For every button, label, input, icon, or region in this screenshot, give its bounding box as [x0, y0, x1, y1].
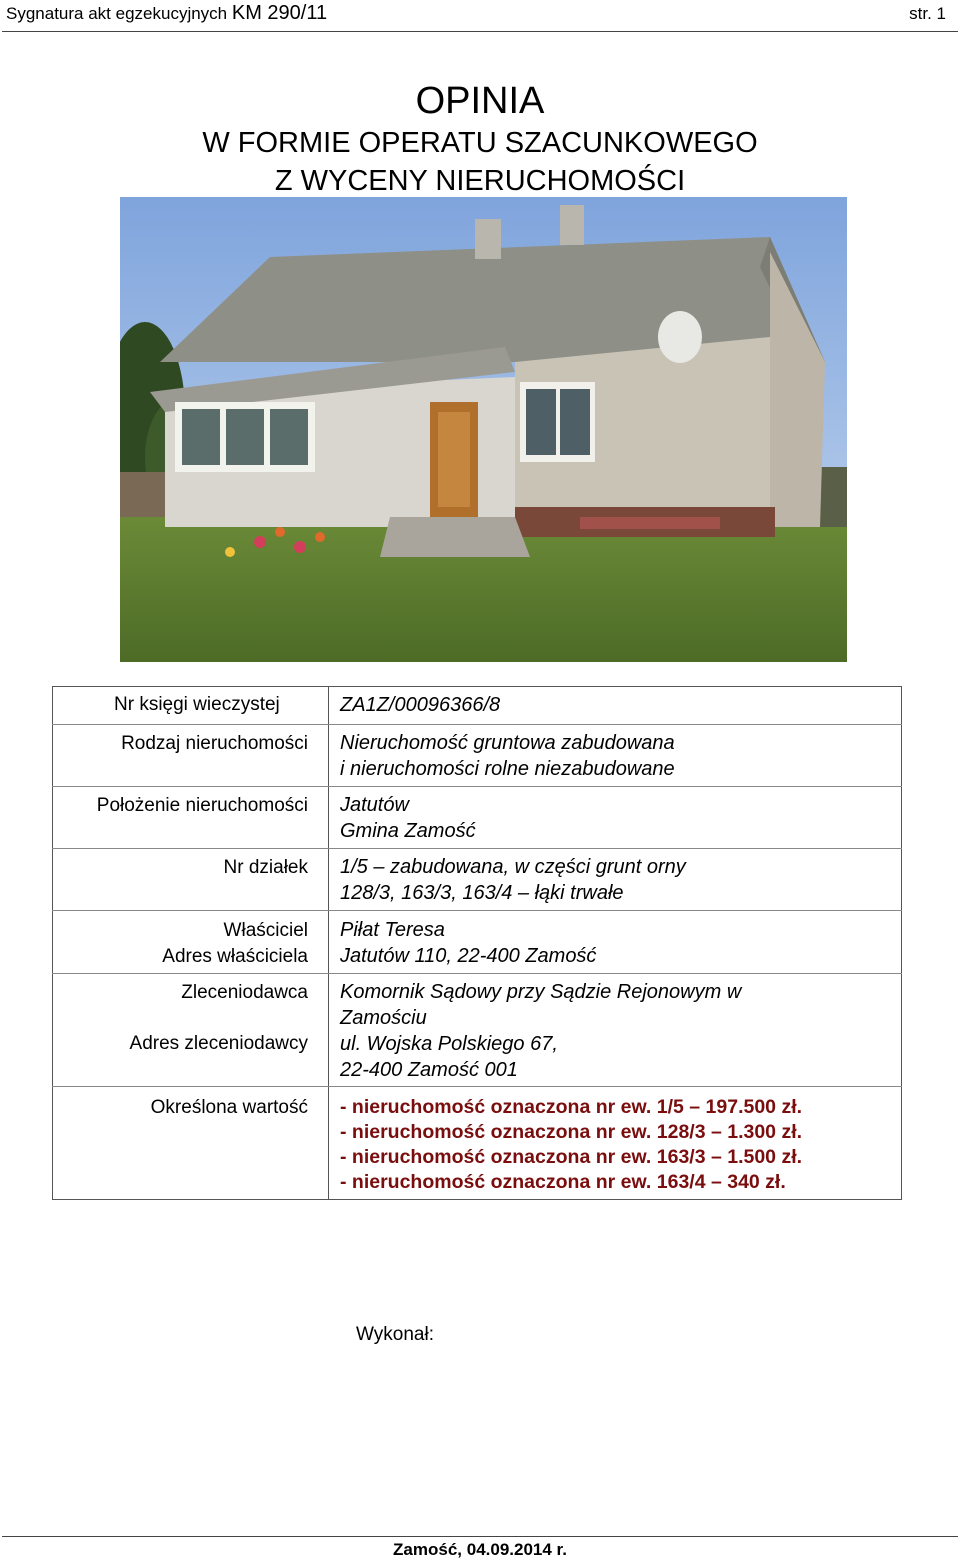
- table-row-divider: [52, 848, 902, 849]
- client-address-line-1: ul. Wojska Polskiego 67,: [340, 1033, 558, 1055]
- property-type-line-1: Nieruchomość gruntowa zabudowana: [340, 732, 675, 754]
- document-subtitle-2: Z WYCENY NIERUCHOMOŚCI: [274, 165, 686, 197]
- table-row-divider: [52, 1086, 902, 1087]
- owner-label: Właściciel: [223, 920, 308, 941]
- client-name-line-1: Komornik Sądowy przy Sądzie Rejonowym w: [340, 981, 742, 1003]
- location-label: Położenie nieruchomości: [96, 795, 308, 816]
- location-line-1: Jatutów: [340, 794, 409, 816]
- land-register-label: Nr księgi wieczystej: [114, 694, 280, 715]
- table-row-divider: [52, 786, 902, 787]
- table-column-divider: [328, 686, 329, 1200]
- prepared-by-label: Wykonał:: [356, 1324, 434, 1345]
- table-row-divider: [52, 910, 902, 911]
- property-photo: [120, 197, 847, 662]
- table-row-divider: [52, 724, 902, 725]
- page-number: str. 1: [909, 4, 946, 23]
- location-line-2: Gmina Zamość: [340, 820, 476, 842]
- plots-line-2: 128/3, 163/3, 163/4 – łąki trwałe: [340, 882, 624, 904]
- table-row-divider: [52, 973, 902, 974]
- value-label: Określona wartość: [150, 1097, 308, 1118]
- value-item: - nieruchomość oznaczona nr ew. 163/3 – 1.500 zł.: [340, 1146, 803, 1168]
- owner-address-label: Adres właściciela: [162, 946, 308, 967]
- document-title: OPINIA: [415, 80, 545, 122]
- client-label: Zleceniodawca: [181, 982, 308, 1003]
- header-divider: [2, 31, 958, 32]
- client-address-line-2: 22-400 Zamość 001: [340, 1059, 518, 1081]
- property-type-label: Rodzaj nieruchomości: [121, 733, 308, 754]
- place-and-date: Zamość, 04.09.2014 r.: [393, 1540, 567, 1559]
- plots-line-1: 1/5 – zabudowana, w części grunt orny: [340, 856, 686, 878]
- footer-divider: [2, 1536, 958, 1537]
- value-item: - nieruchomość oznaczona nr ew. 128/3 – 1.300 zł.: [340, 1121, 803, 1143]
- page-header: [6, 2, 946, 30]
- case-number: KM 290/11: [231, 2, 328, 24]
- client-name-line-2: Zamościu: [340, 1007, 427, 1029]
- value-item: - nieruchomość oznaczona nr ew. 1/5 – 197.500 zł.: [340, 1096, 803, 1118]
- property-type-line-2: i nieruchomości rolne niezabudowane: [340, 758, 675, 780]
- plots-label: Nr działek: [223, 857, 308, 878]
- case-signature: Sygnatura akt egzekucyjnych KM 290/11: [6, 2, 328, 24]
- client-address-label: Adres zleceniodawcy: [129, 1033, 308, 1054]
- land-register-value: ZA1Z/00096366/8: [340, 694, 501, 716]
- document-subtitle: W FORMIE OPERATU SZACUNKOWEGO: [202, 127, 758, 159]
- owner-name: Piłat Teresa: [340, 919, 445, 941]
- owner-address: Jatutów 110, 22-400 Zamość: [340, 945, 597, 967]
- value-item: - nieruchomość oznaczona nr ew. 163/4 – 340 zł.: [340, 1171, 786, 1193]
